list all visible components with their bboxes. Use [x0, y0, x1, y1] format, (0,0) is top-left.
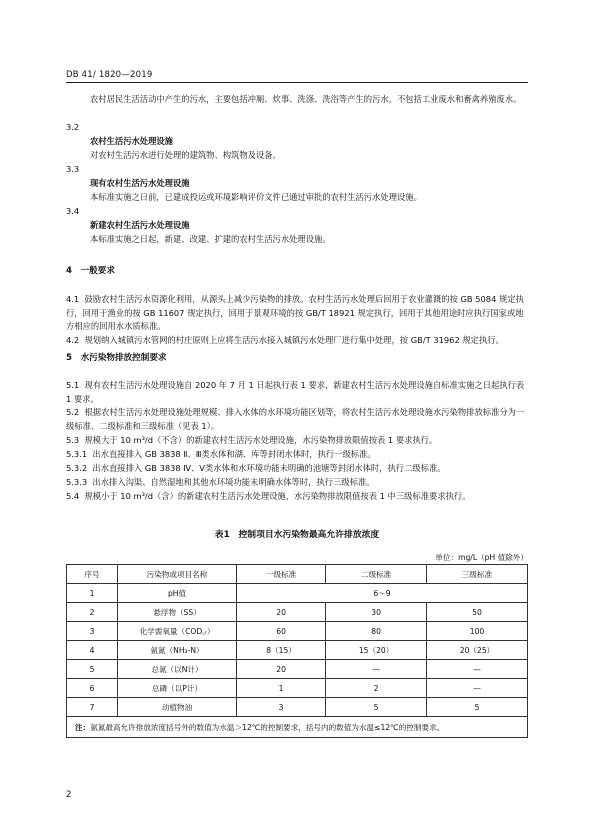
- cell-item: pH值: [118, 584, 237, 603]
- clause-5-1-text: 现有农村生活污水处理设施自 2020 年 7 月 1 日起执行表 1 要求，新建农村生活污水处理设施自标准实施之日起执行表 1 要求。: [66, 380, 525, 404]
- table-row: [67, 622, 528, 641]
- table-row: [67, 641, 528, 660]
- cell-item: 氨氮（NH₃-N）: [118, 641, 237, 660]
- header-level-3: 三级标准: [427, 565, 528, 584]
- def-3-4-term: 新建农村生活污水处理设施: [90, 220, 190, 230]
- cell-level-1: 60: [237, 622, 326, 641]
- clause-4-1-text: 鼓励农村生活污水资源化利用，从源头上减少污染物的排放。农村生活污水处理后回用于农业灌溉的按 GB 5084 规定执行，回用于渔业的按 GB 11607 规定执行，回用于景观环境的按 GB/T 18921 规定执行，回用于其他用途时应执行国家或地方相应的回用水水质标准。: [66, 294, 524, 332]
- cell-level-3: 20（25）: [427, 641, 528, 660]
- def-3-3-number: 3.3: [66, 164, 80, 174]
- table-title: 表1 控制项目水污染物最高允许排放浓度: [214, 530, 380, 540]
- cell-level-3: —: [427, 679, 528, 698]
- clause-5-3-2-text: 出水直接排入 GB 3838 Ⅳ、Ⅴ类水体和水环境功能未明确的池塘等封闭水体时，执行二级标准。: [92, 463, 446, 473]
- cell-level-3: 50: [427, 603, 528, 622]
- clause-5-3-1-number: 5.3.1: [66, 449, 88, 459]
- cell-no: 6: [67, 679, 118, 698]
- clause-5-3-3-text: 出水排入沟渠、自然湿地和其他水环境功能未明确水体等时，执行三级标准。: [92, 477, 375, 487]
- clause-5-3-1-text: 出水直接排入 GB 3838 Ⅱ、Ⅲ类水体和湖、库等封闭水体时，执行一级标准。: [92, 449, 376, 459]
- emission-limits-table: [66, 564, 528, 738]
- cell-level-2: —: [326, 660, 427, 679]
- section-5-title: 5 水污染物排放控制要求: [66, 353, 167, 363]
- table-row: [67, 660, 528, 679]
- clause-5-3-3-number: 5.3.3: [66, 477, 88, 487]
- clause-4-2-number: 4.2: [66, 335, 80, 345]
- cell-item: 总磷（以P计）: [118, 679, 237, 698]
- clause-5-2-text: 根据农村生活污水处理设施处理规模、排入水体的水环境功能区划等，将农村生活污水处理设施水污染物排放标准分为一级标准、二级标准和三级标准（见表 1）。: [66, 407, 525, 431]
- cell-no: 3: [67, 622, 118, 641]
- document-id-header: DB 41/ 1820—2019: [66, 70, 153, 80]
- cell-level-2: 5: [326, 698, 427, 717]
- clause-5-3-number: 5.3: [66, 435, 80, 445]
- clause-5-2-number: 5.2: [66, 407, 80, 417]
- table-row: [67, 603, 528, 622]
- header-level-1: 一级标准: [237, 565, 326, 584]
- cell-item: 悬浮物（SS）: [118, 603, 237, 622]
- table-row: [67, 698, 528, 717]
- table-note-row: [67, 717, 528, 738]
- cell-no: 7: [67, 698, 118, 717]
- header-no: 序号: [67, 565, 118, 584]
- cell-level-3: 5: [427, 698, 528, 717]
- table-unit: 单位：mg/L（pH 值除外）: [435, 553, 528, 562]
- def-3-2-number: 3.2: [66, 122, 80, 132]
- clause-5-4-number: 5.4: [66, 491, 80, 501]
- clause-4-2-text: 规划纳入城镇污水管网的村庄原则上应将生活污水接入城镇污水处理厂进行集中处理，按 GB/T 31962 规定执行。: [84, 335, 504, 345]
- clause-5-3-text: 规模大于 10 m³/d（不含）的新建农村生活污水处理设施，水污染物排放限值按表 1 要求执行。: [84, 435, 438, 445]
- page-number: 2: [66, 790, 72, 800]
- cell-ph-range: 6～9: [237, 584, 528, 603]
- cell-level-2: 2: [326, 679, 427, 698]
- clause-5-1-number: 5.1: [66, 380, 80, 390]
- clause-5-3-3: [66, 476, 528, 490]
- intro-paragraph: 农村居民生活活动中产生的污水，主要包括冲厕、炊事、洗涤、洗浴等产生的污水，不包括工业废水和畜禽养殖废水。: [90, 94, 522, 104]
- cell-level-1: 1: [237, 679, 326, 698]
- clause-5-4: [66, 490, 528, 504]
- cell-no: 4: [67, 641, 118, 660]
- cell-level-2: 30: [326, 603, 427, 622]
- header-item: 污染物或项目名称: [118, 565, 237, 584]
- def-3-3-term: 现有农村生活污水处理设施: [90, 178, 190, 188]
- note-text: 氨氮最高允许排放浓度括号外的数值为水温＞12℃的控制要求，括号内的数值为水温≤12℃的控制要求。: [90, 722, 445, 732]
- cell-level-1: 8（15）: [237, 641, 326, 660]
- header-level-2: 二级标准: [326, 565, 427, 584]
- cell-level-1: 20: [237, 603, 326, 622]
- clause-5-4-text: 规模小于 10 m³/d（含）的新建农村生活污水处理设施，水污染物排放限值按表 1 中三级标准要求执行。: [84, 491, 471, 501]
- def-3-4-description: 本标准实施之日起，新建、改建、扩建的农村生活污水处理设施。: [90, 234, 331, 244]
- table-row: [67, 679, 528, 698]
- cell-no: 5: [67, 660, 118, 679]
- def-3-3-description: 本标准实施之日前，已建成投运或环境影响评价文件已通过审批的农村生活污水处理设施。: [90, 192, 422, 202]
- def-3-2-description: 对农村生活污水进行处理的建筑物、构筑物及设备。: [90, 150, 281, 160]
- clause-5-3-2-number: 5.3.2: [66, 463, 88, 473]
- cell-no: 1: [67, 584, 118, 603]
- table-note: [67, 717, 528, 738]
- cell-level-2: 80: [326, 622, 427, 641]
- cell-item: 动植物油: [118, 698, 237, 717]
- cell-level-1: 20: [237, 660, 326, 679]
- cell-level-3: 100: [427, 622, 528, 641]
- cell-no: 2: [67, 603, 118, 622]
- table-row: [67, 584, 528, 603]
- cell-level-3: —: [427, 660, 528, 679]
- def-3-2-term: 农村生活污水处理设施: [90, 136, 173, 146]
- cell-item: 总氮（以N计）: [118, 660, 237, 679]
- note-label: 注：: [75, 722, 91, 732]
- clause-4-1-number: 4.1: [66, 294, 80, 304]
- cell-level-2: 15（20）: [326, 641, 427, 660]
- section-4-title: 4 一般要求: [66, 266, 115, 276]
- cell-level-1: 3: [237, 698, 326, 717]
- cell-item: 化学需氧量（COD꜀ᵣ）: [118, 622, 237, 641]
- def-3-4-number: 3.4: [66, 206, 80, 216]
- table-header-row: [67, 565, 528, 584]
